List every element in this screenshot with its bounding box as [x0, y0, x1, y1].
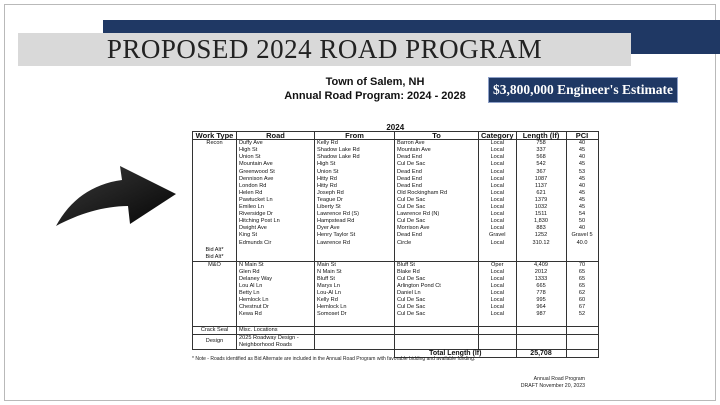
cell-line: Local — [490, 275, 504, 282]
cell-line — [195, 225, 234, 232]
cell-line: N Main St — [239, 261, 264, 268]
header-pci: PCI — [566, 132, 598, 140]
header-road: Road — [237, 132, 315, 140]
recon-from-cell — [315, 140, 395, 262]
cell-line: Local — [490, 283, 504, 290]
cell-line: Daniel Ln — [397, 290, 421, 297]
cell-line: Dwight Ave — [239, 225, 267, 232]
cell-line: Arlington Pond Ct — [397, 283, 441, 290]
cell-line: Local — [490, 311, 504, 318]
cell-line: 65 — [578, 275, 586, 282]
cell-line: Local — [490, 211, 504, 218]
cell-line: 542 — [536, 161, 546, 168]
cell-line: Glen Rd — [239, 268, 260, 275]
crack-seal-work-type: Crack Seal — [193, 326, 237, 334]
draft-line-1: Annual Road Program — [533, 376, 585, 382]
cell-line: Local — [490, 204, 504, 211]
cell-line: 45 — [578, 196, 586, 203]
design-road-line1: 2025 Roadway Design - — [239, 334, 299, 341]
mo-pci-cell — [566, 261, 598, 326]
cell-line — [195, 161, 234, 168]
cell-line — [195, 183, 234, 190]
cell-line: Main St — [317, 261, 336, 268]
cell-line — [195, 190, 234, 197]
cell-line: Barron Ave — [397, 140, 425, 147]
cell-line: Local — [490, 161, 504, 168]
cell-line: M&O — [208, 261, 221, 268]
cell-line: Joseph Rd — [317, 189, 344, 196]
cell-line: Local — [490, 196, 504, 203]
cell-line — [195, 211, 234, 218]
cell-line: Delaney Way — [239, 275, 273, 282]
cell-line: 4,409 — [534, 261, 549, 268]
cell-line: Local — [490, 189, 504, 196]
bid-alternate-note: * Note - Roads identified as Bid Alternate are included in the Annual Road Program with favorable bidding and available funding. — [192, 356, 476, 362]
cell-line: Local — [490, 175, 504, 182]
cell-line: Local — [490, 225, 504, 232]
cell-line: 40 — [578, 182, 586, 189]
cell-line: 1379 — [534, 196, 548, 203]
cell-line: Local — [490, 304, 504, 311]
recon-work-type-cell — [193, 140, 237, 262]
cell-line: 665 — [536, 283, 546, 290]
cell-line: Local — [490, 182, 504, 189]
engineers-estimate-text: $3,800,000 Engineer's Estimate — [493, 82, 673, 97]
cell-line: 568 — [536, 154, 546, 161]
cell-line: 337 — [536, 147, 546, 154]
cell-line: 40 — [578, 154, 586, 161]
cell-line: London Rd — [239, 182, 267, 189]
cell-line: Circle — [397, 239, 412, 246]
curved-arrow-icon — [52, 160, 180, 234]
cell-line: Henry Taylor St — [317, 232, 356, 239]
table-header-row — [193, 132, 599, 140]
cell-line: Hitty Rd — [317, 175, 337, 182]
cell-line: 70 — [578, 261, 586, 268]
total-length-value: 25,708 — [516, 350, 566, 358]
cell-line: Local — [490, 290, 504, 297]
town-heading: Town of Salem, NH — [325, 76, 425, 88]
header-to: To — [395, 132, 479, 140]
cell-line — [195, 232, 234, 239]
cell-line: Pawtucket Ln — [239, 196, 273, 203]
cell-line: Riversidge Dr — [239, 211, 273, 218]
cell-line: 60 — [578, 297, 586, 304]
cell-line: 1137 — [535, 182, 548, 189]
cell-line: Bluff St — [397, 261, 415, 268]
engineers-estimate-badge — [488, 77, 678, 103]
cell-line: Shadow Lake Rd — [317, 147, 360, 154]
cell-line: Kelly Rd — [317, 297, 338, 304]
cell-line: Lawrence Rd — [317, 239, 350, 246]
cell-line: Teague Dr — [317, 196, 343, 203]
design-work-type: Design — [193, 334, 237, 349]
cell-line: 367 — [536, 168, 546, 175]
cell-line: 45 — [578, 147, 586, 154]
cell-line: Marys Ln — [317, 283, 341, 290]
cell-line: Dennison Ave — [239, 175, 274, 182]
cell-line: Cul De Sac — [397, 304, 426, 311]
cell-line: Union St — [317, 168, 339, 175]
road-program-table — [192, 124, 599, 358]
cell-line — [195, 176, 234, 183]
header-from: From — [315, 132, 395, 140]
cell-line: 758 — [536, 140, 546, 147]
cell-line: Local — [490, 218, 504, 225]
crack-seal-row — [193, 326, 599, 334]
recon-to-cell — [395, 140, 479, 262]
cell-line: Dead End — [397, 182, 422, 189]
cell-line: 987 — [536, 311, 546, 318]
cell-line: Bid Alt* — [205, 246, 224, 253]
cell-line: 1252 — [534, 232, 548, 239]
cell-line: 2012 — [534, 268, 548, 275]
cell-line: Morrison Ave — [397, 225, 430, 232]
cell-line: Local — [490, 147, 504, 154]
cell-line — [195, 147, 234, 154]
cell-line: 40.0 — [576, 239, 588, 246]
cell-line: Kelly Rd — [317, 140, 338, 147]
cell-line — [195, 204, 234, 211]
cell-line: Hemlock Ln — [317, 304, 347, 311]
cell-line: 883 — [536, 225, 546, 232]
mo-category-cell — [479, 261, 517, 326]
draft-stamp — [521, 376, 585, 390]
cell-line: 45 — [578, 204, 586, 211]
cell-line: 45 — [578, 189, 586, 196]
cell-line: Cul De Sac — [397, 218, 426, 225]
cell-line: Dyer Ave — [317, 225, 340, 232]
cell-line: 45 — [578, 175, 586, 182]
cell-line: 995 — [536, 297, 546, 304]
cell-line: 45 — [578, 161, 586, 168]
cell-line: Kewa Rd — [239, 311, 262, 318]
cell-line: 40 — [578, 225, 586, 232]
cell-line: Cul De Sac — [397, 297, 426, 304]
cell-line — [195, 218, 234, 225]
recon-category-cell — [479, 140, 517, 262]
cell-line: Cul De Sac — [397, 161, 426, 168]
cell-line: Gravel 5 — [571, 232, 593, 239]
mo-length-cell — [516, 261, 566, 326]
cell-line: Mountain Ave — [397, 147, 431, 154]
mo-to-cell — [395, 261, 479, 326]
cell-line: Hitching Post Ln — [239, 218, 280, 225]
cell-line: Lou-Al Ln — [317, 290, 341, 297]
cell-line: Edmunds Cir — [239, 239, 272, 246]
cell-line: Hampstead Rd — [317, 218, 355, 225]
title-bar — [18, 33, 631, 66]
cell-line: 1511 — [535, 211, 548, 218]
cell-line: Liberty St — [317, 204, 341, 211]
cell-line: Local — [490, 154, 504, 161]
cell-line — [195, 169, 234, 176]
cell-line: King St — [239, 232, 258, 239]
recon-section — [193, 140, 599, 262]
mo-road-cell — [237, 261, 315, 326]
cell-line: Recon — [206, 140, 223, 147]
cell-line: 53 — [578, 168, 586, 175]
draft-line-2: DRAFT November 20, 2023 — [520, 383, 585, 389]
cell-line: 65 — [578, 268, 586, 275]
cell-line: 621 — [536, 189, 546, 196]
cell-line: High St — [317, 161, 336, 168]
cell-line: 65 — [578, 283, 586, 290]
cell-line — [195, 154, 234, 161]
recon-length-cell — [516, 140, 566, 262]
cell-line: Chestnut Dr — [239, 304, 269, 311]
recon-pci-cell — [566, 140, 598, 262]
cell-line: Somoset Dr — [317, 311, 347, 318]
design-row — [193, 334, 599, 349]
cell-line: 67 — [578, 304, 586, 311]
header-length: Length (lf) — [516, 132, 566, 140]
cell-line: 62 — [578, 290, 586, 297]
cell-line: Dead End — [397, 232, 422, 239]
cell-line: Cul De Sac — [397, 311, 426, 318]
total-length-label: Total Length (lf) — [395, 350, 517, 358]
cell-line: Local — [490, 297, 504, 304]
cell-line: Local — [490, 268, 504, 275]
cell-line: 778 — [536, 290, 546, 297]
header-category: Category — [479, 132, 517, 140]
cell-line: Helen Rd — [239, 189, 263, 196]
cell-line: Local — [490, 168, 504, 175]
cell-line: Dead End — [397, 154, 422, 161]
cell-line: 1032 — [534, 204, 548, 211]
cell-line: 1333 — [534, 275, 548, 282]
cell-line: 50 — [578, 218, 586, 225]
cell-line: 964 — [536, 304, 546, 311]
cell-line: Old Rockingham Rd — [397, 189, 448, 196]
cell-line: 40 — [578, 140, 586, 147]
cell-line: Oper — [491, 261, 504, 268]
cell-line: Gravel — [489, 232, 506, 239]
cell-line: Mountain Ave — [239, 161, 273, 168]
cell-line: Lawrence Rd (S) — [317, 211, 359, 218]
cell-line: N Main St — [317, 268, 342, 275]
cell-line: High St — [239, 147, 258, 154]
cell-line: 1,830 — [534, 218, 549, 225]
cell-line: Hitty Rd — [317, 182, 337, 189]
mo-work-type-cell — [193, 261, 237, 326]
cell-line: Local — [490, 140, 504, 147]
cell-line: Cul De Sac — [397, 196, 426, 203]
design-road-line2: Neighborhood Roads — [239, 341, 292, 348]
mo-from-cell — [315, 261, 395, 326]
cell-line — [195, 240, 234, 247]
cell-line: Blake Rd — [397, 268, 420, 275]
header-work-type: Work Type — [193, 132, 237, 140]
cell-line: 310.12 — [532, 239, 550, 246]
slide-title: PROPOSED 2024 ROAD PROGRAM — [106, 34, 543, 64]
cell-line: Betty Ln — [239, 290, 260, 297]
cell-line: Dead End — [397, 175, 422, 182]
cell-line: Dead End — [397, 168, 422, 175]
program-heading: Annual Road Program: 2024 - 2028 — [284, 90, 466, 102]
mo-section — [193, 261, 599, 326]
cell-line: Local — [490, 239, 504, 246]
cell-line: 52 — [578, 311, 586, 318]
cell-line: 1087 — [534, 175, 548, 182]
recon-road-cell — [237, 140, 315, 262]
cell-line: Bluff St — [317, 275, 335, 282]
cell-line: Hemlock Ln — [239, 297, 269, 304]
cell-line: Lou Al Ln — [239, 283, 263, 290]
cell-line: Duffy Ave — [239, 140, 263, 147]
cell-line: 54 — [578, 211, 586, 218]
cell-line: Bid Alt* — [205, 253, 224, 260]
cell-line: Cul De Sac — [397, 275, 426, 282]
cell-line: Lawrence Rd (N) — [397, 211, 440, 218]
design-road — [237, 334, 315, 349]
cell-line: Emileo Ln — [239, 204, 264, 211]
cell-line: Greenwood St — [239, 168, 275, 175]
cell-line: Shadow Lake Rd — [317, 154, 360, 161]
year-label: 2024 — [386, 123, 405, 132]
crack-seal-road: Misc. Locations — [237, 326, 315, 334]
cell-line — [195, 197, 234, 204]
cell-line: Union St — [239, 154, 261, 161]
cell-line: Cul De Sac — [397, 204, 426, 211]
